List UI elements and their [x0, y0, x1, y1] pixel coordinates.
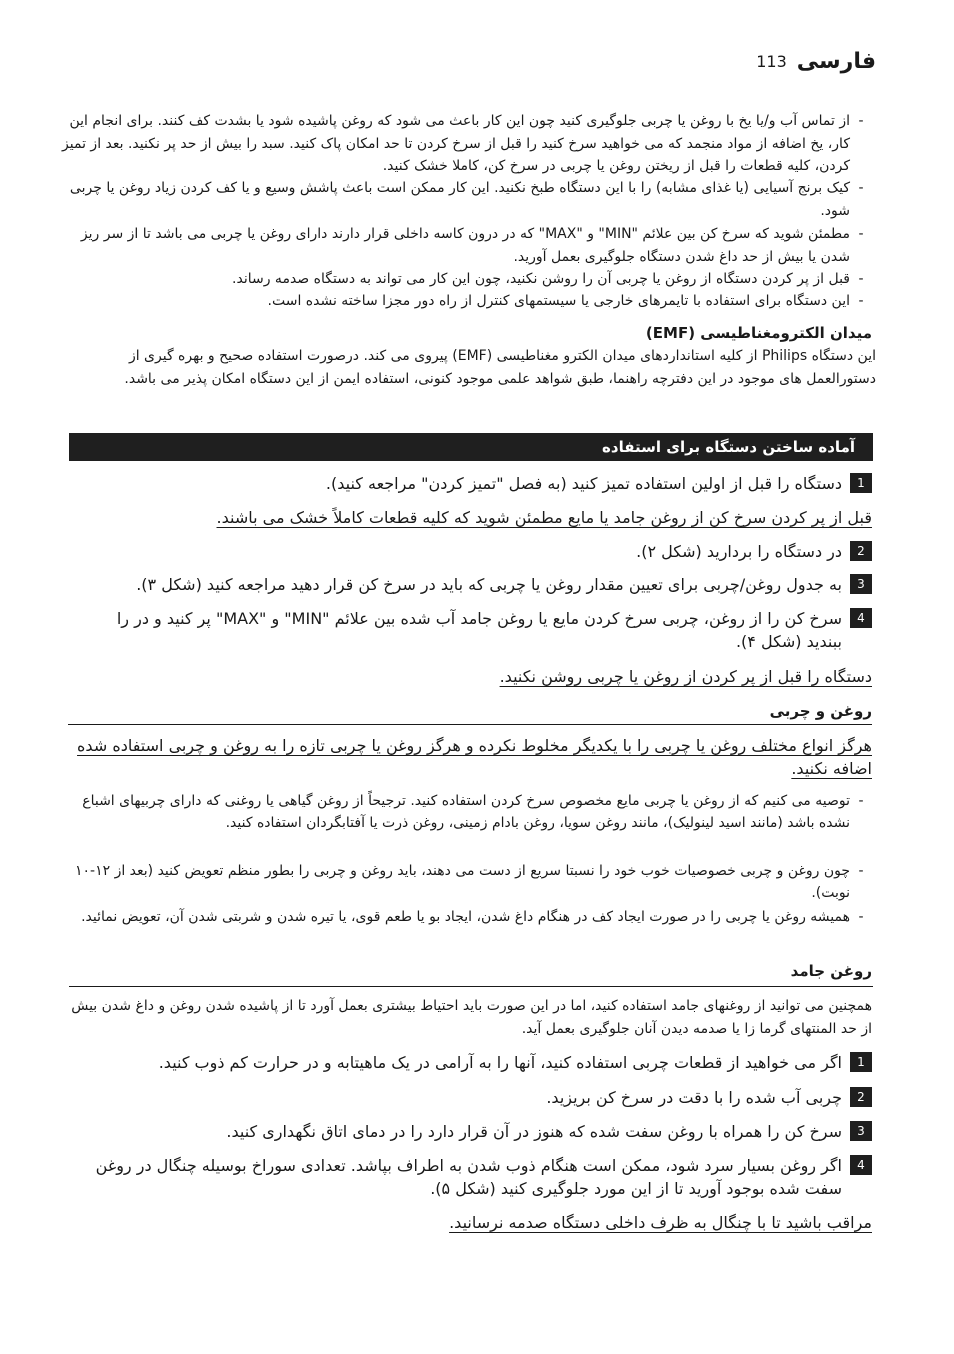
step-number: 4: [850, 1155, 872, 1175]
step-item: [82, 1051, 872, 1074]
step-number: 1: [850, 1052, 872, 1072]
bullet-text: همیشه روغن یا چربی را در صورت ایجاد کف در هنگام داغ شدن، ایجاد بو یا طعم قوی، یا تیره شدن و شربتی شدن آن، تعویض نمائید.: [81, 909, 850, 925]
page-header: [576, 44, 876, 78]
bullet-dash: -: [858, 293, 864, 309]
step-number: 2: [850, 541, 872, 561]
step-text: اگر می خواهید از قطعات چربی استفاده کنید، آنها را به آرامی در یک ماهیتابه و در حرارت کم ذوب کنید.: [158, 1053, 842, 1072]
step-item: [82, 1154, 872, 1200]
section-divider: [69, 986, 873, 987]
step-item: [82, 573, 872, 596]
language-title: فارسی: [796, 48, 876, 74]
step-text: به جدول روغن/چربی برای تعیین مقدار روغن یا چربی که باید در سرخ کن قرار دهید مراجعه کنید (شکل ۳).: [136, 575, 842, 594]
bullet-dash: -: [858, 113, 864, 129]
step-text: اگر روغن بسیار سرد شود، ممکن است هنگام ذوب شدن به اطراف بپاشد. تعدادی سوراخ بوسیله چنگال در روغن سفت شده بوجود آورید تا از این مورد جلوگیری کنید (شکل ۵).: [95, 1156, 842, 1198]
underlined-warning: [68, 734, 872, 780]
warning-text: قبل از پر کردن دستگاه از روغن یا چربی آن را روشن نکنید، چون این کار می تواند به دستگاه صدمه رساند.: [232, 271, 850, 287]
warning-item: [62, 110, 872, 178]
note-text: مراقب باشید تا با چنگال به ظرف داخلی دستگاه صدمه نرسانید.: [449, 1213, 872, 1232]
bullet-dash: -: [858, 909, 864, 925]
emf-heading: میدان الکترومغناطیسی (EMF): [645, 324, 872, 342]
bullet-dash: -: [858, 180, 864, 196]
warning-item: [62, 223, 872, 268]
bullet-dash: -: [858, 863, 864, 879]
warning-item: [62, 290, 872, 313]
warning-item: [62, 268, 872, 291]
step-text: سرخ کن را همراه با روغن سفت شده که هنوز در آن قرار دارد را در دمای اتاق نگهداری کنید.: [226, 1122, 842, 1141]
step-text: دستگاه را قبل از اولین استفاده تمیز کنید (به فصل "تمیز کردن" مراجعه کنید).: [325, 474, 842, 493]
bullet-dash: -: [858, 226, 864, 242]
step-number: 2: [850, 1087, 872, 1107]
oil-bullet: [72, 860, 872, 904]
step-number: 4: [850, 608, 872, 628]
step-number: 1: [850, 473, 872, 493]
warning-text: این دستگاه برای استفاده با تایمرهای خارجی یا سیستمهای کنترل از راه دور مجزا ساخته نشده است.: [267, 293, 850, 309]
step-item: [82, 607, 872, 653]
step-number: 3: [850, 1121, 872, 1141]
warning-item: [62, 177, 872, 222]
oil-bullet: [72, 790, 872, 834]
step-number: 3: [850, 574, 872, 594]
note-text: هرگز انواع مختلف روغن یا چربی را با یکدیگر مخلوط نکرده و هرگز روغن یا چربی تازه را به روغن و چربی استفاده شده اضافه نکنید.: [77, 736, 872, 778]
step-text: سرخ کن را از روغن، چربی سرخ کردن مایع یا روغن جامد آب شده بین علائم "MIN" و "MAX" پر کنید و در را ببندید (شکل ۴).: [116, 609, 842, 651]
note-text: دستگاه را قبل از پر کردن از روغن یا چربی روشن نکنید.: [499, 667, 872, 686]
step-item: [82, 1120, 872, 1143]
section-band-preparing: آماده ساختن دستگاه برای استفاده: [69, 433, 873, 461]
note-text: قبل از پر کردن سرخ کن از روغن جامد یا مایع مطمئن شوید که کلیه قطعات کاملاً خشک می باشند.: [216, 508, 872, 527]
step-text: در دستگاه را بردارید (شکل ۲).: [636, 542, 842, 561]
warning-text: از تماس آب و/یا یخ با روغن یا چربی جلوگیری کنید چون این کار باعث می شود که روغن پاشیده شود یا بشدت کف کنند. برای انجام این کار، یخ اضافه از مواد منجمد که می خواهید سرخ کنید را قبل از سرخ کردن تا حد امکان پاک کنید. سبد را بیش از حد پر نکنید. بعد از تمیز کردن، کلیه قطعات را قبل از ریختن روغن یا چربی در سرخ کن، کاملا خشک کنید.: [62, 113, 850, 174]
bullet-text: چون روغن و چربی خصوصیات خوب خود را نسبتا سریع از دست می دهند، باید روغن و چربی را بطور منظم تعویض کنید (بعد از ۱۲-۱۰ نوبت).: [74, 863, 850, 901]
step-item: [82, 540, 872, 563]
page-number: 113: [756, 51, 787, 71]
underlined-note: [68, 506, 872, 529]
bullet-dash: -: [858, 793, 864, 809]
bullet-dash: -: [858, 271, 864, 287]
oil-bullet: [72, 906, 872, 928]
step-item: [82, 1086, 872, 1109]
solid-fat-intro: همچنین می توانید از روغنهای جامد استفاده کنید، اما در این صورت باید احتیاط بیشتری بعمل آورد تا از پاشیده شدن روغن و داغ شدن بیش از حد المنتهای گرما زا یا صدمه دیدن آنان جلوگیری بعمل آید.: [71, 998, 872, 1037]
solid-fat-heading: روغن جامد: [790, 962, 872, 980]
emf-body: این دستگاه Philips از کلیه استانداردهای میدان الکترو مغناطیسی (EMF) پیروی می کند. درصورت استفاده صحیح و بهره گیری از دستورالعمل های موجود در این دفترچه راهنما، طبق شواهد علمی موجود کنونی، استفاده ایمن از این دستگاه امکان پذیر می باشد.: [124, 348, 876, 387]
step-item: [82, 472, 872, 495]
underlined-note: [68, 1211, 872, 1234]
warning-text: مطمئن شوید که سرخ کن بین علائم "MIN" و "MAX" که در درون کاسه داخلی قرار دارند دارای روغن یا چربی می باشد تا از سر ریز شدن یا بیش از حد داغ شدن دستگاه جلوگیری بعمل آورید.: [80, 226, 850, 265]
warning-text: کیک برنج آسیایی (یا غذای مشابه) را با این دستگاه طبخ نکنید. این کار ممکن است باعث پاشش وسیع و یا کف کردن زیاد روغن یا چربی شود.: [69, 180, 850, 219]
underlined-note: [68, 665, 872, 688]
bullet-text: توصیه می کنیم که از روغن یا چربی مایع مخصوص سرخ کردن استفاده کنید. ترجیحاً از روغن گیاهی یا روغنی که دارای چربیهای اشباع نشده باشد (مانند اسید لینولیک)، مانند روغن سویا، روغن بادام زمینی، روغن ذرت یا آفتابگردان استفاده کنید.: [82, 793, 850, 831]
oil-fat-heading: روغن و چربی: [68, 700, 872, 725]
step-text: چربی آب شده را با دقت در سرخ کن بریزید.: [546, 1088, 842, 1107]
